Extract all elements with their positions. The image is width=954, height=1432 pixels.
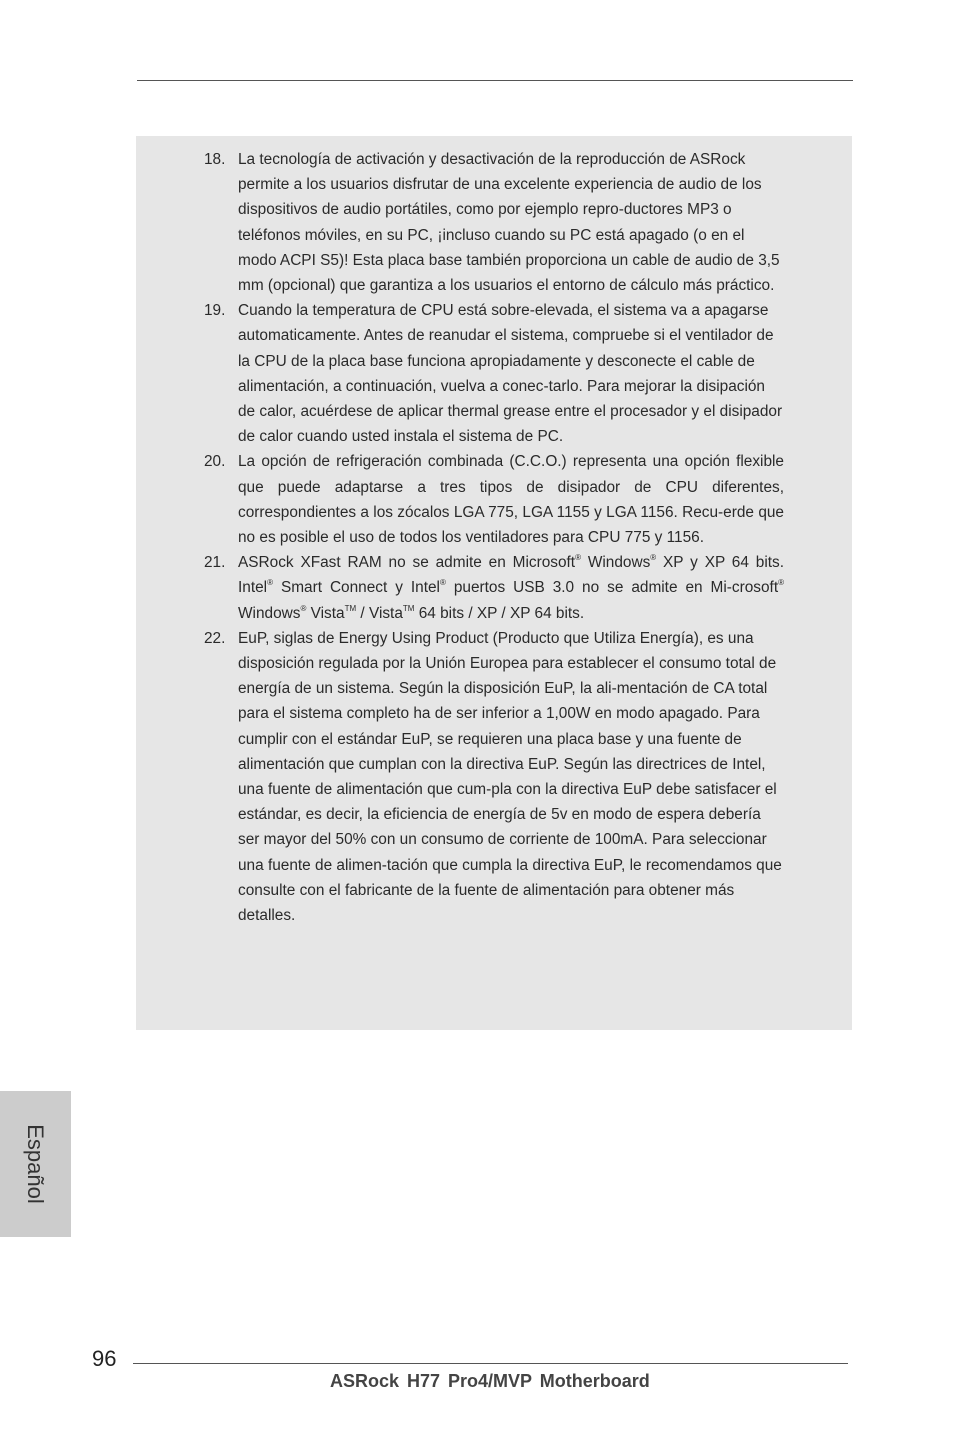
trademark-mark: TM xyxy=(344,603,357,613)
footer-title: ASRock H77 Pro4/MVP Motherboard xyxy=(330,1371,650,1391)
language-tab-label: Español xyxy=(23,1124,48,1204)
note-text xyxy=(238,630,782,924)
note-number: 20. xyxy=(204,453,226,471)
language-tab xyxy=(0,1091,71,1237)
note-number: 22. xyxy=(204,629,226,647)
note-text-run: La opción de refrigeración combinada (C.C.O.) representa una opción flexible que puede adaptarse a tres tipos de disipador de CPU diferentes, correspondientes a los zócalos LGA 775, LGA 1155 y LGA 1156. Recu-erde que no es posible el uso de todos los ventiladores para CPU 775 y 1156. xyxy=(238,453,784,547)
trademark-mark: ® xyxy=(439,578,446,588)
note-item xyxy=(136,298,852,449)
trademark-mark: ® xyxy=(267,578,273,588)
note-text-run: EuP, siglas de Energy Using Product (Producto que Utiliza Energía), es una disposición regulada por la Unión Europea para establecer el consumo total de energía de un sistema. Según la disposición EuP, la ali-mentación de CA total para el sistema completo ha de ser inferior a 1,00W en modo apagado. Para cumplir con el estándar EuP, se requieren una placa base y una fuente de alimentación que cumplan con la directiva EuP. Según las directrices de Intel, una fuente de alimentación que cum-pla con la directiva EuP debe satisfacer el estándar, es decir, la eficiencia de energía de 5v en modo de espera debería ser mayor del 50% con un consumo de corriente de 100mA. Para seleccionar una fuente de alimen-tación que cumpla la directiva EuP, le recomendamos que consulte con el fabricante de la fuente de alimentación para obtener más detalles. xyxy=(238,629,782,925)
note-number: 19. xyxy=(204,302,226,320)
trademark-mark: ® xyxy=(300,603,307,613)
note-text-run: Windows xyxy=(580,554,651,572)
note-text-run: XP y XP 64 bits. Intel xyxy=(238,554,784,597)
trademark-mark: ® xyxy=(778,578,784,588)
note-text-run: puertos USB 3.0 no se admite en Mi-crosoft xyxy=(445,579,779,597)
note-text-run: ASRock XFast RAM no se admite en Microsoft xyxy=(238,554,576,572)
note-text xyxy=(238,302,782,445)
note-text-run: Smart Connect y Intel xyxy=(273,579,440,597)
note-number: 18. xyxy=(204,151,226,168)
header-rule xyxy=(137,80,853,81)
note-item xyxy=(136,626,852,928)
note-text xyxy=(238,453,784,546)
note-text xyxy=(238,554,784,621)
trademark-mark: ® xyxy=(575,553,581,563)
note-text-run: Cuando la temperatura de CPU está sobre-elevada, el sistema va a apagarse automaticamente. Antes de reanudar el sistema, compruebe si el ventilador de la CPU de la placa base funciona apropiadamente y desconecte el cable de alimentación, a continuación, vuelva a conec-tarlo. Para mejorar la disipación de calor, acuérdese de aplicar thermal grease entre el procesador y el disipador de calor cuando usted instala el sistema de PC. xyxy=(238,302,783,446)
note-text xyxy=(238,151,780,294)
note-text-run: 64 bits / XP / XP 64 bits. xyxy=(414,604,585,622)
trademark-mark: ® xyxy=(650,553,657,563)
footer-rule xyxy=(133,1363,848,1364)
trademark-mark: TM xyxy=(402,603,415,613)
note-number: 21. xyxy=(204,554,226,572)
notes-list xyxy=(136,147,852,928)
page-number: 96 xyxy=(92,1346,117,1371)
note-item xyxy=(136,550,852,626)
note-text-run: / Vista xyxy=(356,604,403,622)
note-item xyxy=(136,449,852,550)
note-text-run: Windows xyxy=(238,604,301,622)
note-item xyxy=(136,147,852,298)
note-text-run: Vista xyxy=(306,604,345,622)
notes-panel xyxy=(136,136,852,1030)
note-text-run: La tecnología de activación y desactivación de la reproducción de ASRock permite a los usuarios disfrutar de una excelente experiencia de audio de los dispositivos de audio portátiles, como por ejemplo repro-ductores MP3 o teléfonos móviles, en su PC, ¡incluso cuando su PC está apagado (o en el modo ACPI S5)! Esta placa base también proporciona un cable de audio de 3,5 mm (opcional) que garantiza a los usuarios el entorno de cálculo más práctico. xyxy=(238,151,780,295)
